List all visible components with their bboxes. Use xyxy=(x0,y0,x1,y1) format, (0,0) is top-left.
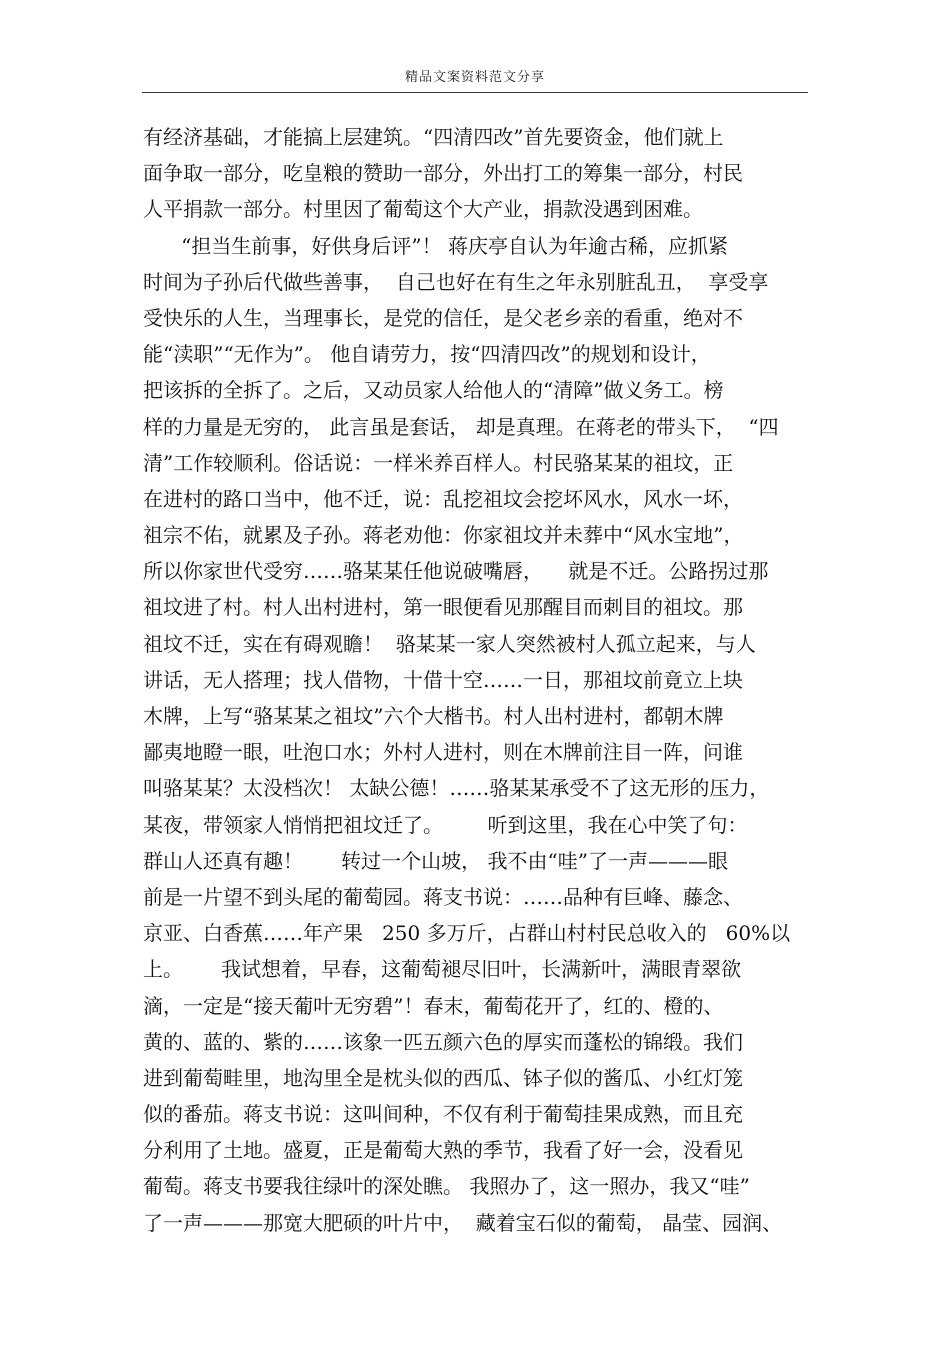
text-line: 鄙夷地瞪一眼，吐泡口水；外村人进村，则在木牌前注目一阵，问谁 xyxy=(143,740,743,765)
text-line: 面争取一部分，吃皇粮的赞助一部分，外出打工的筹集一部分，村民 xyxy=(143,161,743,186)
text-line: 在进村的路口当中，他不迁，说：乱挖祖坟会挖坏风水，风水一坏， xyxy=(143,486,743,511)
text-line: 有经济基础，才能搞上层建筑。“四清四改”首先要资金，他们就上 xyxy=(143,125,724,149)
text-line: 上。 我试想着，早春，这葡萄褪尽旧叶，长满新叶，满眼青翠欲 xyxy=(143,957,742,982)
text-line: 了一声———那宽大肥硕的叶片中， 藏着宝石似的葡萄， 晶莹、园润、 xyxy=(143,1210,783,1235)
text-line: 样的力量是无穷的， 此言虽是套话， 却是真理。在蒋老的带头下， “四 xyxy=(143,414,779,439)
text-line: 讲话，无人搭理；找人借物，十借十空……一日，那祖坟前竟立上块 xyxy=(143,667,743,692)
text-line: 进到葡萄畦里，地沟里全是枕头似的西瓜、钵子似的酱瓜、小红灯笼 xyxy=(143,1065,743,1090)
text-line: 人平捐款一部分。村里因了葡萄这个大产业，捐款没遇到困难。 xyxy=(143,197,703,222)
text-line: 祖坟进了村。村人出村进村，第一眼便看见那醒目而刺目的祖坟。那 xyxy=(143,595,743,620)
text-line: 祖坟不迁，实在有碍观瞻！ 骆某某一家人突然被村人孤立起来，与人 xyxy=(143,631,756,656)
text-line: 木牌，上写“骆某某之祖坟”六个大楷书。村人出村进村，都朝木牌 xyxy=(143,704,724,728)
text-line: “担当生前事，好供身后评”！ 蒋庆亭自认为年逾古稀，应抓紧 xyxy=(143,233,728,258)
text-line: 祖宗不佑，就累及子孙。蒋老劝他：你家祖坟并未葬中“风水宝地”， xyxy=(143,523,744,548)
text-line: 群山人还真有趣！ 转过一个山坡， 我不由“哇”了一声———眼 xyxy=(143,848,728,873)
page-header: 精品文案资料范文分享 xyxy=(404,70,545,85)
text-line: 黄的、蓝的、紫的……该象一匹五颜六色的厚实而蓬松的锦缎。我们 xyxy=(143,1029,743,1054)
text-line: 前是一片望不到头尾的葡萄园。蒋支书说：……品种有巨峰、藤念、 xyxy=(143,884,743,909)
body-text xyxy=(143,119,823,1241)
text-line: 叫骆某某？太没档次！ 太缺公德！……骆某某承受不了这无形的压力， xyxy=(143,776,770,801)
text-line: 把该拆的全拆了。之后，又动员家人给他人的“清障”做义务工。榜 xyxy=(143,378,724,403)
text-line: 清”工作较顺利。俗话说：一样米养百样人。村民骆某某的祖坟，正 xyxy=(143,450,734,475)
text-line: 葡萄。蒋支书要我往绿叶的深处瞧。 我照办了，这一照办，我又“哇” xyxy=(143,1174,750,1199)
text-line: 时间为子孙后代做些善事， 自己也好在有生之年永别脏乱丑， 享受享 xyxy=(143,269,769,294)
text-line: 分利用了土地。盛夏，正是葡萄大熟的季节，我看了好一会，没看见 xyxy=(143,1138,743,1163)
text-line: 京亚、白香蕉……年产果 250 多万斤，占群山村村民总收入的 60%以 xyxy=(143,921,791,946)
text-line: 某夜，带领家人悄悄把祖坟迁了。 听到这里，我在心中笑了句： xyxy=(143,812,748,837)
text-line: 所以你家世代受穷……骆某某任他说破嘴唇， 就是不迁。公路拐过那 xyxy=(143,559,769,584)
text-line: 滴，一定是“接天葡叶无穷碧”！春末，葡萄花开了，红的、橙的、 xyxy=(143,993,724,1018)
header-divider xyxy=(142,92,808,93)
text-line: 能“渎职”“无作为”。 他自请劳力，按“四清四改”的规划和设计， xyxy=(143,342,711,367)
text-line: 似的番茄。蒋支书说：这叫间种，不仅有利于葡萄挂果成熟，而且充 xyxy=(143,1102,743,1127)
text-line: 受快乐的人生，当理事长，是党的信任，是父老乡亲的看重，绝对不 xyxy=(143,305,743,330)
